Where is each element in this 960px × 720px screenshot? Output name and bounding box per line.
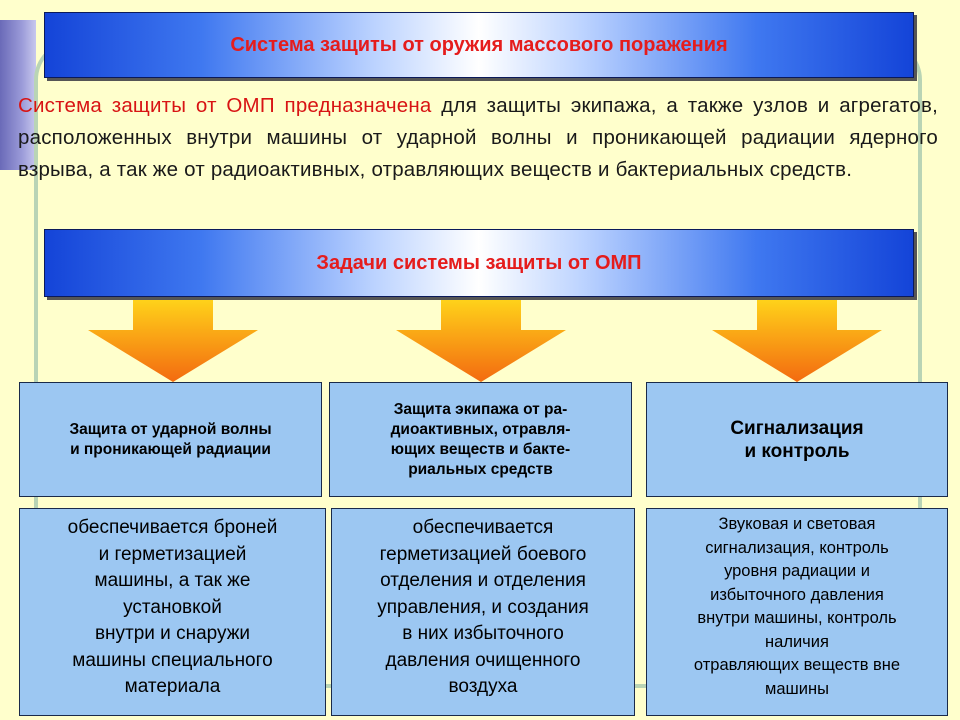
task-head-crew-protection: Защита экипажа от ра- диоактивных, отравля- ющих веществ и бакте- риальных средств bbox=[329, 382, 632, 497]
intro-text: для защиты экипажа, а также узлов и агрегатов, расположенных внутри машины от ударной волны и проникающей радиации ядерного взрыва, а так же от радиоактивных, отравляющих веществ и бактериальных средств. bbox=[18, 94, 938, 181]
intro-highlight: Система защиты от ОМП предназначена bbox=[18, 94, 432, 117]
tasks-title: Задачи системы защиты от ОМП bbox=[44, 229, 914, 297]
task-body-crew-protection: обеспечивается герметизацией боевого отделения и отделения управления, и создания в них избыточного давления очищенного воздуха bbox=[331, 508, 635, 716]
task-head-signaling: Сигнализация и контроль bbox=[646, 382, 948, 497]
down-arrow-3 bbox=[712, 300, 882, 382]
page-title: Система защиты от оружия массового поражения bbox=[44, 12, 914, 78]
down-arrow-2 bbox=[396, 300, 566, 382]
down-arrow-1 bbox=[88, 300, 258, 382]
task-body-signaling: Звуковая и световая сигнализация, контроль уровня радиации и избыточного давления внутри машины, контроль наличия отравляющих веществ вне машины bbox=[646, 508, 948, 716]
task-head-shockwave: Защита от ударной волны и проникающей радиации bbox=[19, 382, 322, 497]
task-body-shockwave: обеспечивается броней и герметизацией машины, а так же установкой внутри и снаружи машины специального материала bbox=[19, 508, 326, 716]
intro-paragraph bbox=[18, 90, 938, 186]
